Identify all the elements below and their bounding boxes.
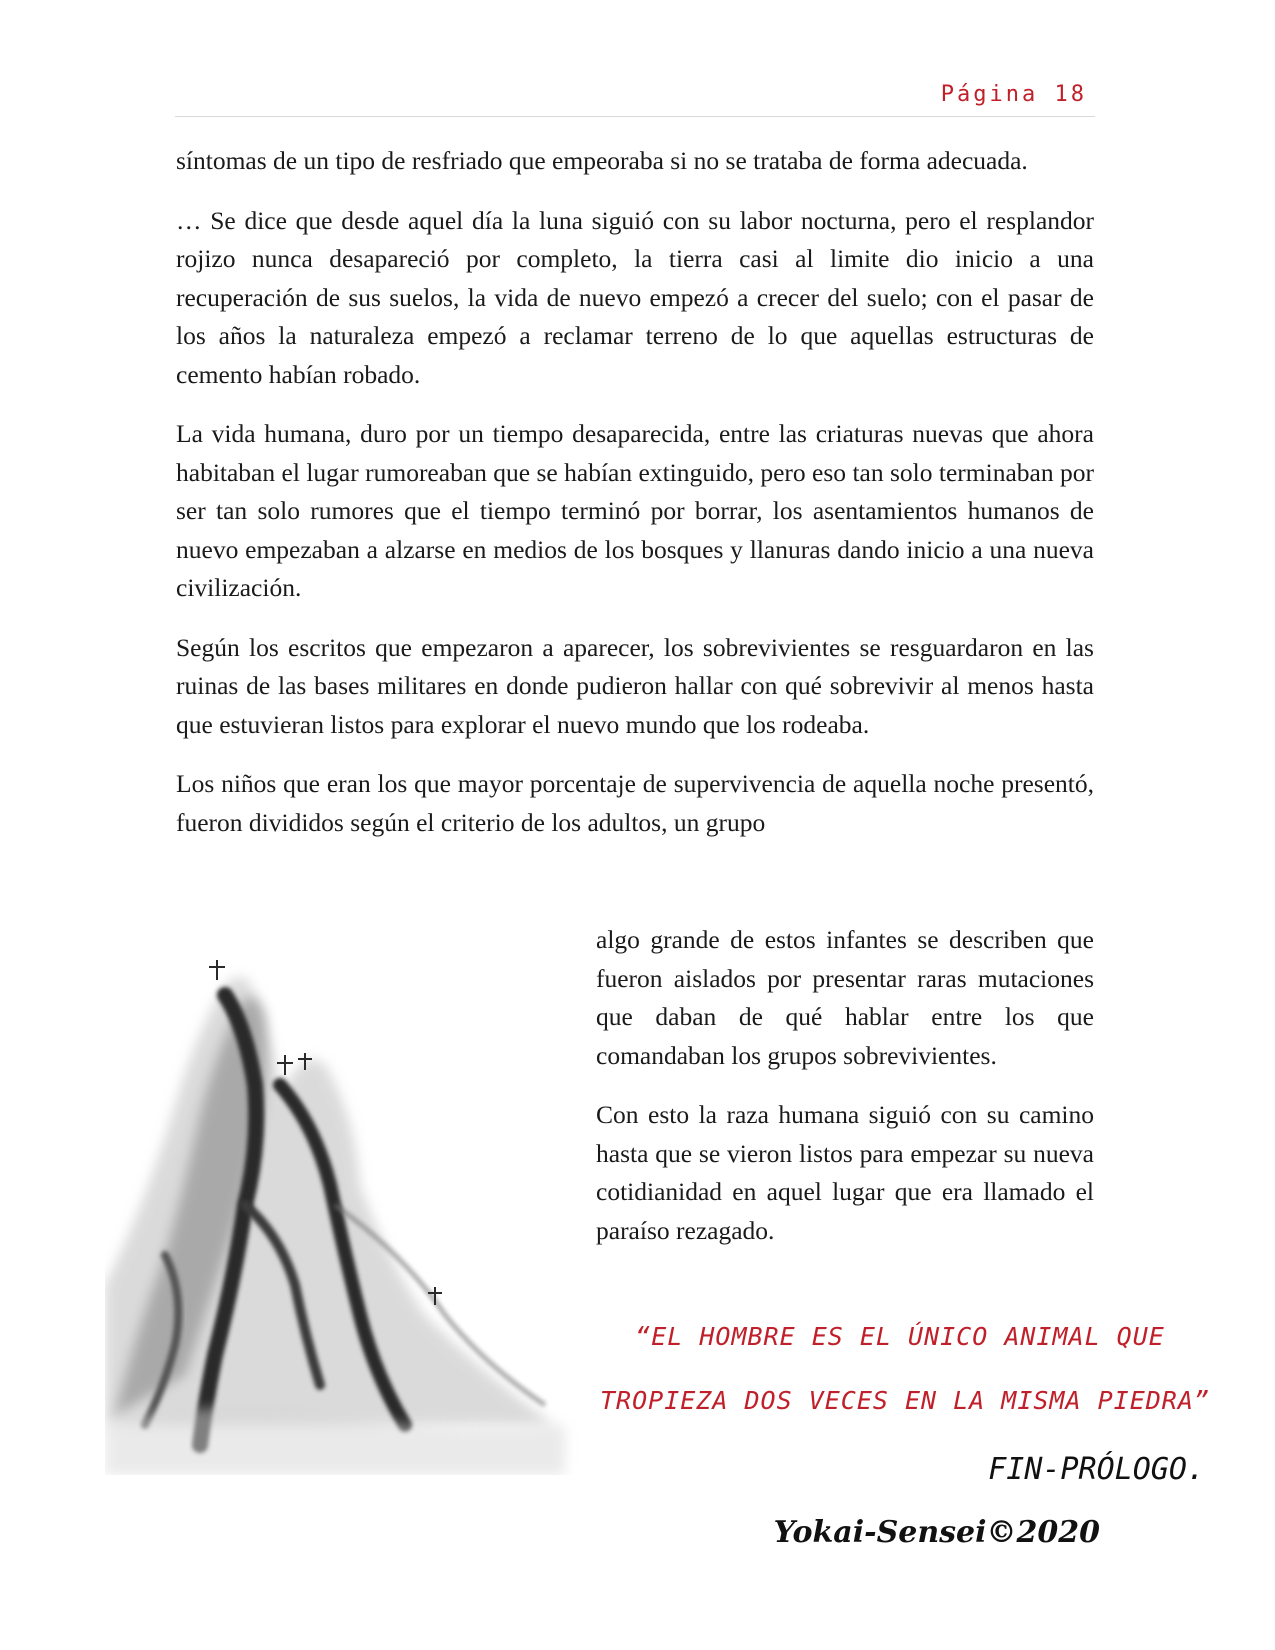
paragraph: Los niños que eran los que mayor porcentaje de supervivencia de aquella noche presentó, fueron divididos según el criterio de los adultos, un grupo (176, 769, 1094, 837)
main-text-block (176, 142, 1094, 842)
paragraph: algo grande de estos infantes se describen que fueron aislados por presentar raras mutaciones que daban de qué hablar entre los que comandaban los grupos sobrevivientes. (596, 925, 1094, 1070)
side-text-block (596, 921, 1094, 1271)
closing-quote (600, 1305, 1210, 1433)
quote-line: “EL HOMBRE ES EL ÚNICO ANIMAL QUE (635, 1322, 1165, 1351)
quote-line: TROPIEZA DOS VECES EN LA MISMA PIEDRA” (600, 1386, 1210, 1415)
paragraph: … Se dice que desde aquel día la luna siguió con su labor nocturna, pero el resplandor rojizo nunca desapareció por completo, la tierra casi al limite dio inicio a una recuperación de sus suelos, la vida de nuevo empezó a crecer del suelo; con el pasar de los años la naturaleza empezó a reclamar terreno de lo que aquellas estructuras de cemento habían robado. (176, 205, 1094, 389)
page-header (175, 78, 1095, 117)
end-of-prologue: FIN-PRÓLOGO. (988, 1452, 1205, 1487)
paragraph: Según los escritos que empezaron a aparecer, los sobrevivientes se resguardaron en las ruinas de las bases militares en donde pudieron hallar con qué sobrevivir al menos hasta que estuvieran listos para explorar el nuevo mundo que los rodeaba. (176, 632, 1094, 739)
page-number: Página 18 (940, 82, 1087, 107)
paragraph: Con esto la raza humana siguió con su camino hasta que se vieron listos para empezar su nueva cotidianidad en aquel lugar que era llamado el paraíso rezagado. (596, 1100, 1094, 1245)
ink-mountain-illustration (105, 955, 585, 1475)
paragraph: síntomas de un tipo de resfriado que empeoraba si no se trataba de forma adecuada. (176, 146, 1028, 175)
paragraph: La vida humana, duro por un tiempo desaparecida, entre las criaturas nuevas que ahora habitaban el lugar rumoreaban que se habían extinguido, pero eso tan solo terminaban por ser tan solo rumores que el tiempo terminó por borrar, los asentamientos humanos de nuevo empezaban a alzarse en medios de los bosques y llanuras dando inicio a una nueva civilización. (176, 419, 1094, 602)
author-signature: Yokai-Sensei©2020 (773, 1515, 1100, 1550)
